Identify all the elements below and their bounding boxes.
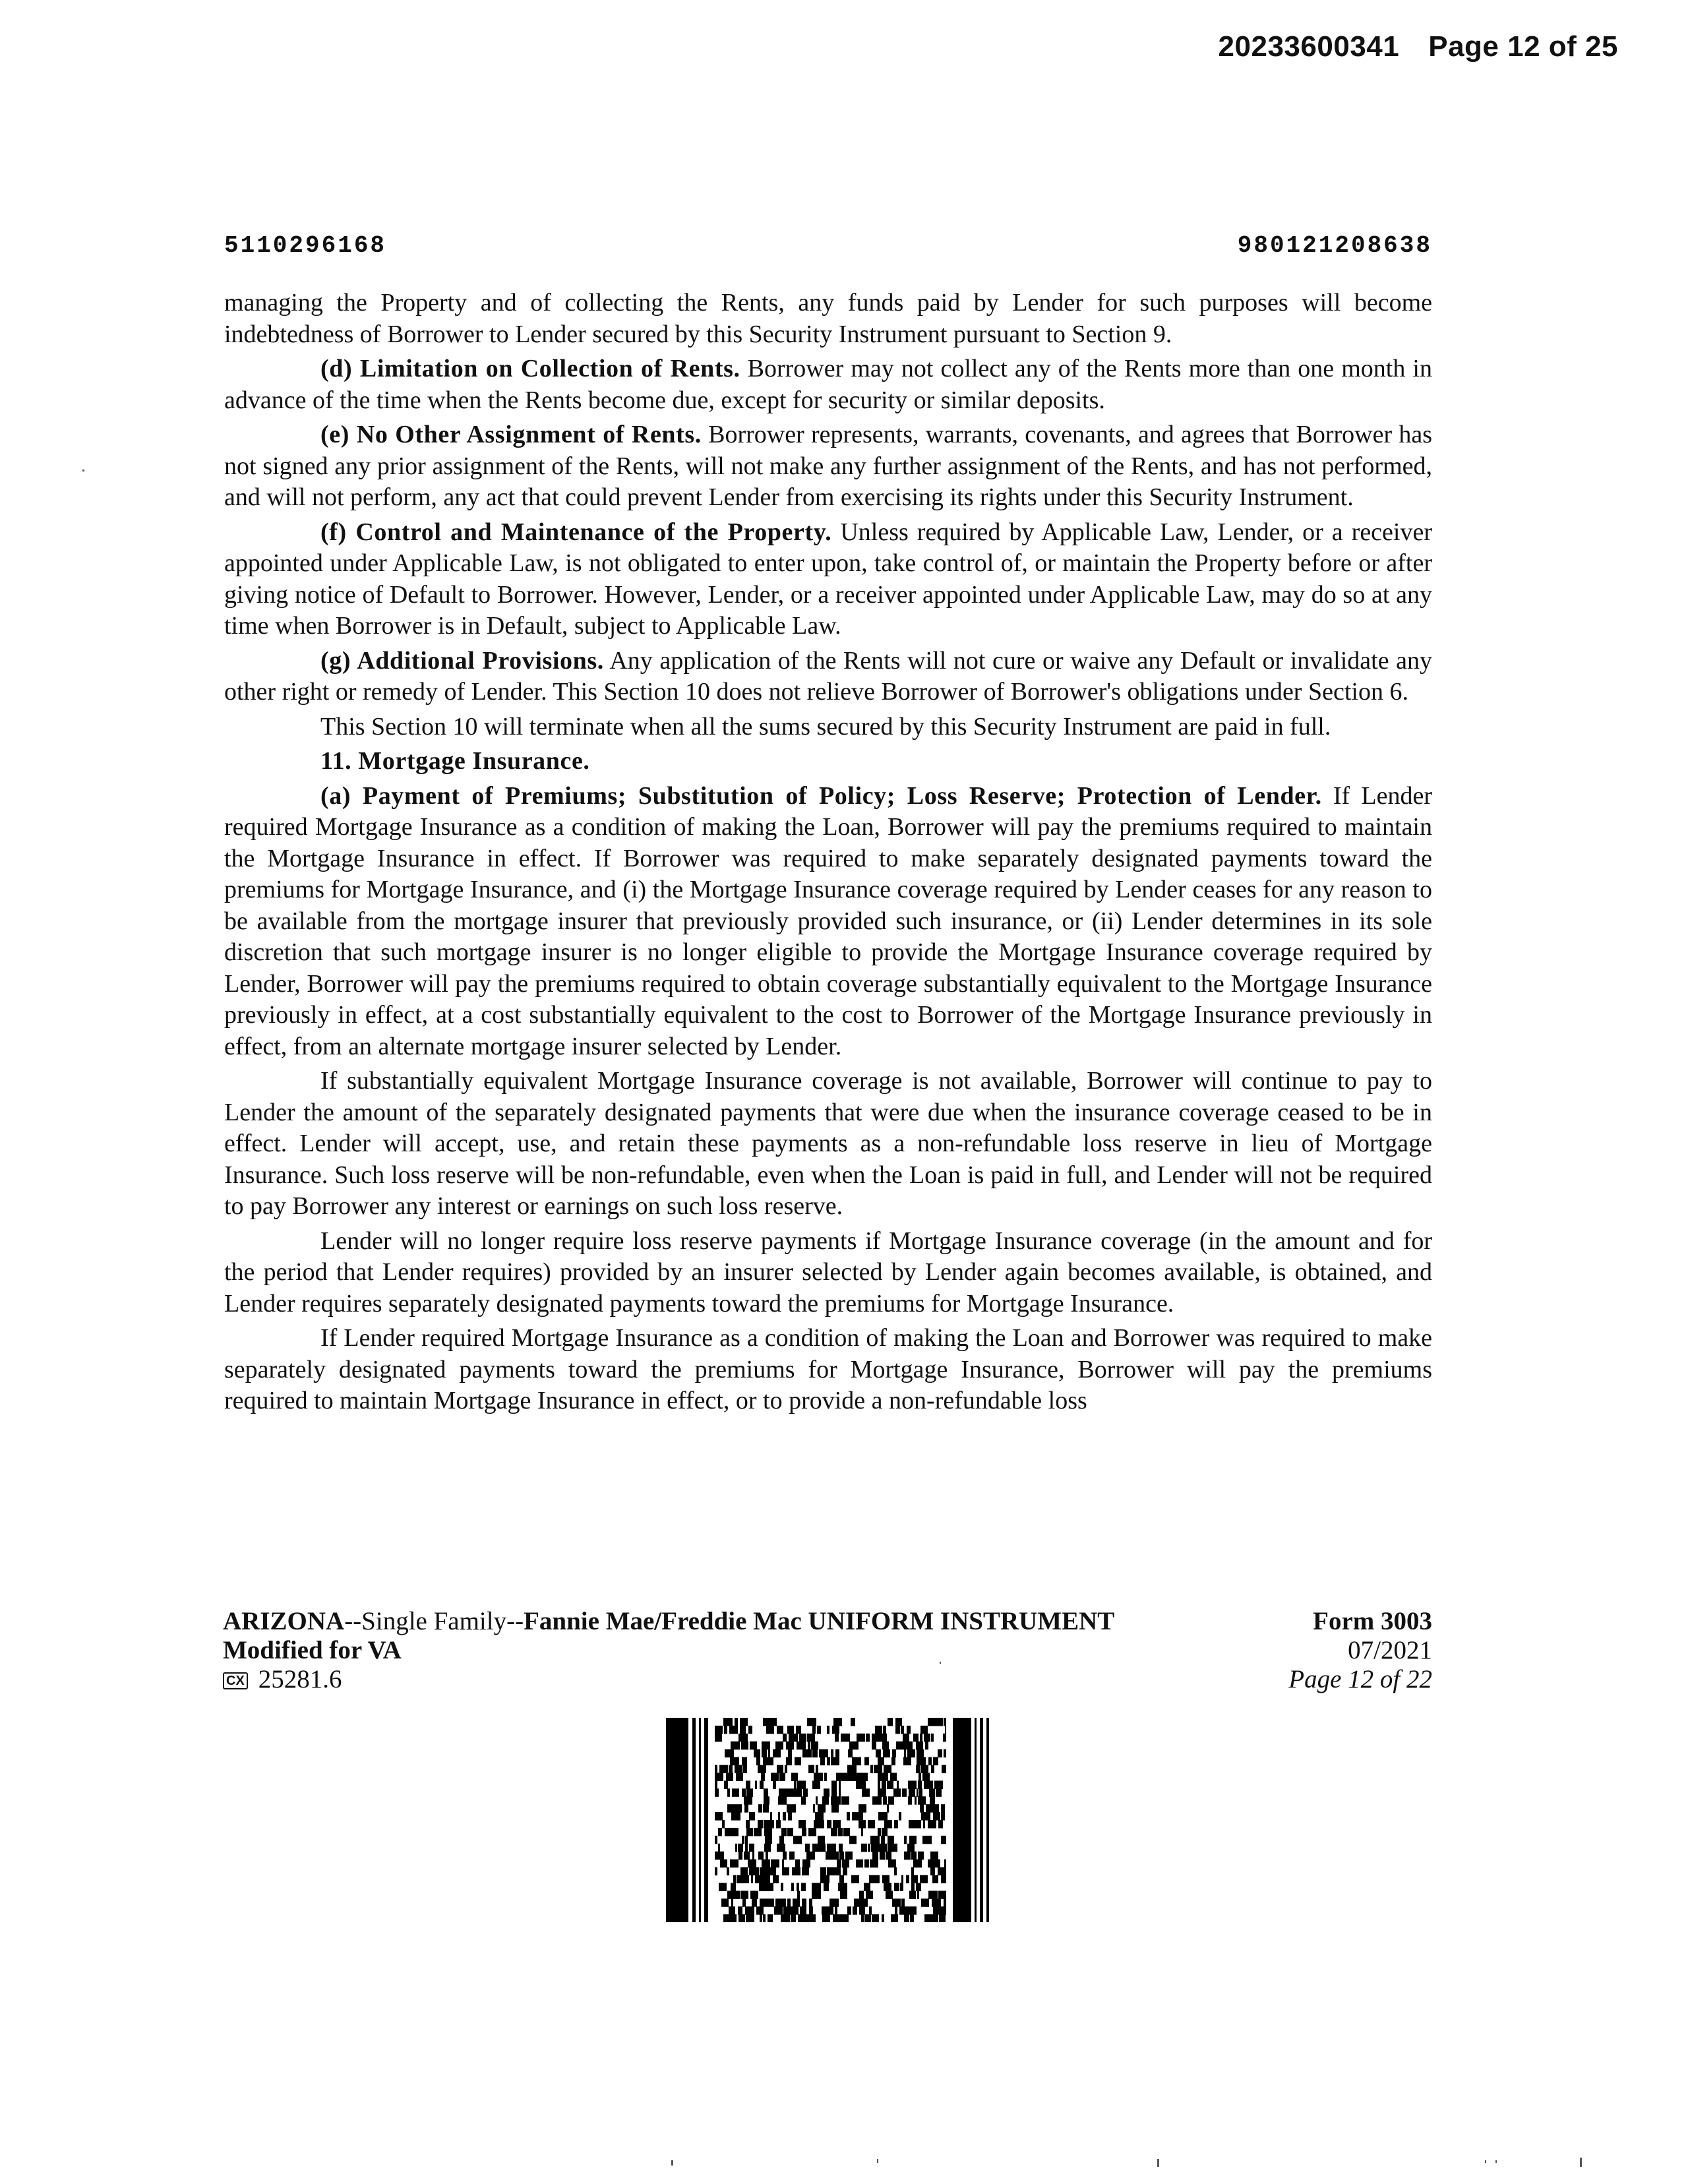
cx-logo-icon: CX (223, 1672, 248, 1689)
paragraph-control-maintenance (224, 517, 1432, 642)
paragraph-loss-reserve-payments: Lender will no longer require loss reserve payments if Mortgage Insurance coverage (in the amount and for the period that Lender requires) provided by an insurer selected by Lender again becomes available, is obtained, and Lender requires separately designated payments toward the premiums for Mortgage Insurance. (224, 1227, 1432, 1318)
footer-modified: Modified for VA (223, 1636, 402, 1664)
paragraph-additional-provisions (224, 646, 1432, 708)
paragraph-heading: (f) Control and Maintenance of the Property. (320, 518, 832, 546)
footer-doc-code-line (223, 1665, 1114, 1694)
recording-header (1219, 30, 1618, 63)
footer-family: Single Family (361, 1607, 507, 1635)
paragraph-payment-of-premiums (224, 781, 1432, 1063)
footer-instrument: Fannie Mae/Freddie Mac UNIFORM INSTRUMENT (524, 1607, 1115, 1635)
recording-number: 20233600341 (1218, 30, 1400, 63)
footer-page-number: Page 12 of 22 (1288, 1665, 1432, 1693)
paragraph-heading: (d) Limitation on Collection of Rents. (320, 355, 740, 382)
paragraph-continuation: managing the Property and of collecting the Rents, any funds paid by Lender for such purposes will become indebtedness of Borrower to Lender secured by this Security Instrument pursuant to Section 9. (224, 289, 1432, 348)
footer-state: ARIZONA (223, 1607, 345, 1635)
recording-page-indicator: Page 12 of 25 (1428, 30, 1618, 63)
document-body (224, 288, 1432, 1420)
paragraph-premiums-required: If Lender required Mortgage Insurance as a condition of making the Loan and Borrower was required to make separately designated payments toward the premiums for Mortgage Insurance, Borrower will pay the premiums required to maintain Mortgage Insurance in effect, or to provide a non-refundable loss (224, 1324, 1432, 1414)
footer-form-date: 07/2021 (1348, 1636, 1432, 1664)
loan-id-row (224, 232, 1432, 259)
paragraph-equivalent-coverage: If substantially equivalent Mortgage Insurance coverage is not available, Borrower will continue to pay to Lender the amount of the separately designated payments that were due when the insurance coverage ceased to be in effect. Lender will accept, use, and retain these payments as a non-refundable loss reserve in lieu of Mortgage Insurance. Such loss reserve will be non-refundable, even when the Loan is paid in full, and Lender will not be required to pay Borrower any interest or earnings on such loss reserve. (224, 1067, 1432, 1220)
footer-form-number: Form 3003 (1313, 1607, 1432, 1635)
loan-number-right: 980121208638 (1237, 232, 1432, 259)
paragraph-section-termination: This Section 10 will terminate when all the sums secured by this Security Instrument are paid in full. (320, 712, 1331, 741)
paragraph-text: If Lender required Mortgage Insurance as a condition of making the Loan, Borrower will pay the premiums required to maintain the Mortgage Insurance in effect. If Borrower was required to make separately designated payments toward the premiums for Mortgage Insurance, and (i) the Mortgage Insurance coverage required by Lender ceases for any reason to be available from the mortgage insurer that previously provided such insurance, or (ii) Lender determines in its sole discretion that such mortgage insurer is no longer eligible to provide the Mortgage Insurance coverage required by Lender, Borrower will pay the premiums required to obtain coverage substantially equivalent to the Mortgage Insurance previously in effect, at a cost substantially equivalent to the cost to Borrower of the Mortgage Insurance previously in effect, from an alternate mortgage insurer selected by Lender. (224, 781, 1432, 1060)
paragraph-heading: (a) Payment of Premiums; Substitution of Policy; Loss Reserve; Protection of Lender. (320, 781, 1322, 810)
loan-number-left: 5110296168 (224, 232, 387, 259)
footer-doc-code: 25281.6 (258, 1665, 342, 1693)
footer-instrument-line: ARIZONA--Single Family--Fannie Mae/Freddie Mac UNIFORM INSTRUMENT (223, 1607, 1115, 1635)
paragraph-text: Borrower represents, warrants, covenants, and agrees that Borrower has not signed any prior assignment of the Rents, will not make any further assignment of the Rents, and has not performed, and will not perform, any act that could prevent Lender from exercising its rights under this Security Instrument. (224, 421, 1432, 511)
paragraph-heading: (e) No Other Assignment of Rents. (320, 421, 702, 448)
paragraph-text: Borrower may not collect any of the Rents more than one month in advance of the time when the Rents become due, except for security or similar deposits. (224, 355, 1432, 414)
paragraph-heading: (g) Additional Provisions. (320, 646, 604, 675)
paragraph-text: Any application of the Rents will not cure or waive any Default or invalidate any other right or remedy of Lender. This Section 10 does not relieve Borrower of Borrower's obligations under Section 6. (224, 646, 1433, 706)
form-footer (223, 1607, 1432, 1694)
pdf417-barcode-icon (666, 1718, 989, 1922)
section-heading-mortgage-insurance: 11. Mortgage Insurance. (320, 747, 590, 775)
paragraph-no-other-assignment (224, 419, 1432, 514)
paragraph-text: Unless required by Applicable Law, Lender, or a receiver appointed under Applicable Law, is not obligated to enter upon, take control of, or maintain the Property before or after giving notice of Default to Borrower. However, Lender, or a receiver appointed under Applicable Law, may do so at any time when Borrower is in Default, subject to Applicable Law. (224, 518, 1432, 640)
paragraph-limitation-collection (224, 353, 1432, 416)
